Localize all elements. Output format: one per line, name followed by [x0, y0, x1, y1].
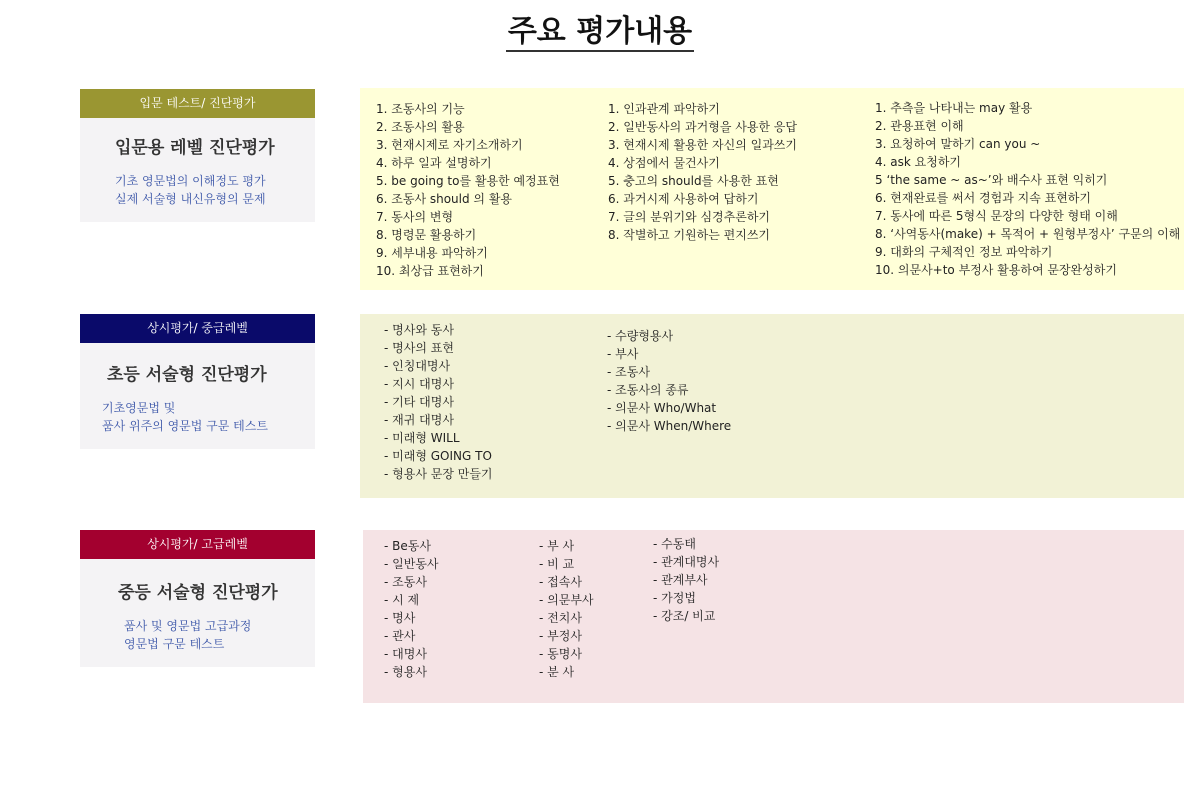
list-item: 4. 하루 일과 설명하기 — [376, 156, 492, 170]
list-item: - 의문사 Who/What — [607, 401, 717, 415]
description-line: 영문법 구문 테스트 — [124, 637, 225, 651]
list-item: 6. 과거시제 사용하여 답하기 — [608, 192, 759, 206]
list-item: - 관사 — [384, 629, 416, 643]
description-line: 품사 및 영문법 고급과정 — [124, 619, 252, 633]
list-item: 4. ask 요청하기 — [875, 155, 962, 169]
list-item: 10. 최상급 표현하기 — [376, 264, 484, 278]
list-item: - 조동사 — [384, 575, 427, 589]
list-item: 3. 요청하여 말하기 can you ~ — [875, 137, 1041, 151]
list-item: - 형용사 — [384, 665, 427, 679]
list-item: 7. 동사에 따른 5형식 문장의 다양한 형태 이해 — [875, 209, 1118, 223]
list-item: - 접속사 — [539, 575, 582, 589]
list-item: 5. 충고의 should를 사용한 표현 — [608, 174, 779, 188]
list-item: 3. 현재시제로 자기소개하기 — [376, 138, 523, 152]
list-item: - 분 사 — [539, 665, 575, 679]
list-item: 2. 관용표현 이해 — [875, 119, 964, 133]
list-item: 4. 상점에서 물건사기 — [608, 156, 720, 170]
list-item: - 조동사 — [607, 365, 650, 379]
list-item: - 수량형용사 — [607, 329, 674, 343]
list-item: 7. 글의 분위기와 심경추론하기 — [608, 210, 770, 224]
list-item: - 의문부사 — [539, 593, 594, 607]
page-title: 주요 평가내용 — [0, 6, 1200, 50]
list-item: - 관계부사 — [653, 573, 708, 587]
item-column — [653, 535, 719, 625]
description-line: 기초영문법 및 — [102, 401, 176, 415]
list-item: - 가정법 — [653, 591, 696, 605]
list-item: 9. 대화의 구체적인 정보 파악하기 — [875, 245, 1053, 259]
list-item: - 미래형 WILL — [384, 431, 460, 445]
list-item: 1. 추측을 나타내는 may 활용 — [875, 101, 1033, 115]
list-item: - 비 교 — [539, 557, 575, 571]
list-item: - 일반동사 — [384, 557, 439, 571]
list-item: - 기타 대명사 — [384, 395, 454, 409]
list-item: 5 ‘the same ~ as~’와 배수사 표현 익히기 — [875, 173, 1108, 187]
list-item: - 대명사 — [384, 647, 427, 661]
list-item: - 지시 대명사 — [384, 377, 454, 391]
list-item: 9. 세부내용 파악하기 — [376, 246, 488, 260]
card-title: 입문용 레벨 진단평가 — [115, 138, 275, 158]
content-panel-intermediate — [360, 314, 1184, 498]
list-item: - 재귀 대명사 — [384, 413, 454, 427]
list-item: - 부 사 — [539, 539, 575, 553]
description-line: 품사 위주의 영문법 구문 테스트 — [102, 419, 268, 433]
list-item: 10. 의문사+to 부정사 활용하여 문장완성하기 — [875, 263, 1117, 277]
list-item: - 조동사의 종류 — [607, 383, 689, 397]
list-item: 8. 명령문 활용하기 — [376, 228, 477, 242]
card-title: 중등 서술형 진단평가 — [118, 583, 278, 603]
content-panel-advanced — [363, 530, 1184, 703]
card-description — [102, 399, 268, 435]
card-intro-level — [80, 89, 315, 222]
card-description — [115, 172, 266, 208]
list-item: 1. 인과관계 파악하기 — [608, 102, 720, 116]
list-item: 2. 조동사의 활용 — [376, 120, 465, 134]
list-item: 5. be going to를 활용한 예정표현 — [376, 174, 560, 188]
list-item: 8. ‘사역동사(make) + 목적어 + 원형부정사’ 구문의 이해 — [875, 227, 1181, 241]
list-item: - 부정사 — [539, 629, 582, 643]
card-intermediate-level — [80, 314, 315, 449]
list-item: - 명사 — [384, 611, 416, 625]
card-description — [124, 617, 251, 653]
list-item: - 형용사 문장 만들기 — [384, 467, 493, 481]
list-item: - 명사와 동사 — [384, 323, 454, 337]
card-title: 초등 서술형 진단평가 — [107, 365, 267, 385]
item-column — [384, 321, 493, 483]
list-item: - Be동사 — [384, 539, 431, 553]
list-item: 3. 현재시제 활용한 자신의 일과쓰기 — [608, 138, 797, 152]
card-header: 상시평가/ 고급레벨 — [80, 530, 315, 559]
content-panel-intro — [360, 88, 1184, 290]
item-column — [376, 100, 560, 280]
item-column — [875, 99, 1180, 279]
list-item: - 수동태 — [653, 537, 696, 551]
card-advanced-level — [80, 530, 315, 667]
list-item: - 동명사 — [539, 647, 582, 661]
list-item: 1. 조동사의 기능 — [376, 102, 465, 116]
list-item: - 시 제 — [384, 593, 420, 607]
card-header: 상시평가/ 중급레벨 — [80, 314, 315, 343]
list-item: - 의문사 When/Where — [607, 419, 732, 433]
list-item: 2. 일반동사의 과거형을 사용한 응답 — [608, 120, 797, 134]
item-column — [384, 537, 439, 681]
list-item: - 전치사 — [539, 611, 582, 625]
list-item: 6. 현재완료를 써서 경험과 지속 표현하기 — [875, 191, 1091, 205]
list-item: - 강조/ 비교 — [653, 609, 716, 623]
description-line: 실제 서술형 내신유형의 문제 — [115, 192, 266, 206]
item-column — [539, 537, 594, 681]
description-line: 기초 영문법의 이해정도 평가 — [115, 174, 266, 188]
list-item: - 명사의 표현 — [384, 341, 454, 355]
item-column — [607, 327, 731, 435]
card-header: 입문 테스트/ 진단평가 — [80, 89, 315, 118]
item-column — [608, 100, 797, 244]
list-item: 8. 작별하고 기원하는 편지쓰기 — [608, 228, 770, 242]
list-item: 6. 조동사 should 의 활용 — [376, 192, 513, 206]
list-item: - 인칭대명사 — [384, 359, 451, 373]
list-item: - 미래형 GOING TO — [384, 449, 492, 463]
list-item: - 관계대명사 — [653, 555, 720, 569]
list-item: 7. 동사의 변형 — [376, 210, 454, 224]
list-item: - 부사 — [607, 347, 639, 361]
